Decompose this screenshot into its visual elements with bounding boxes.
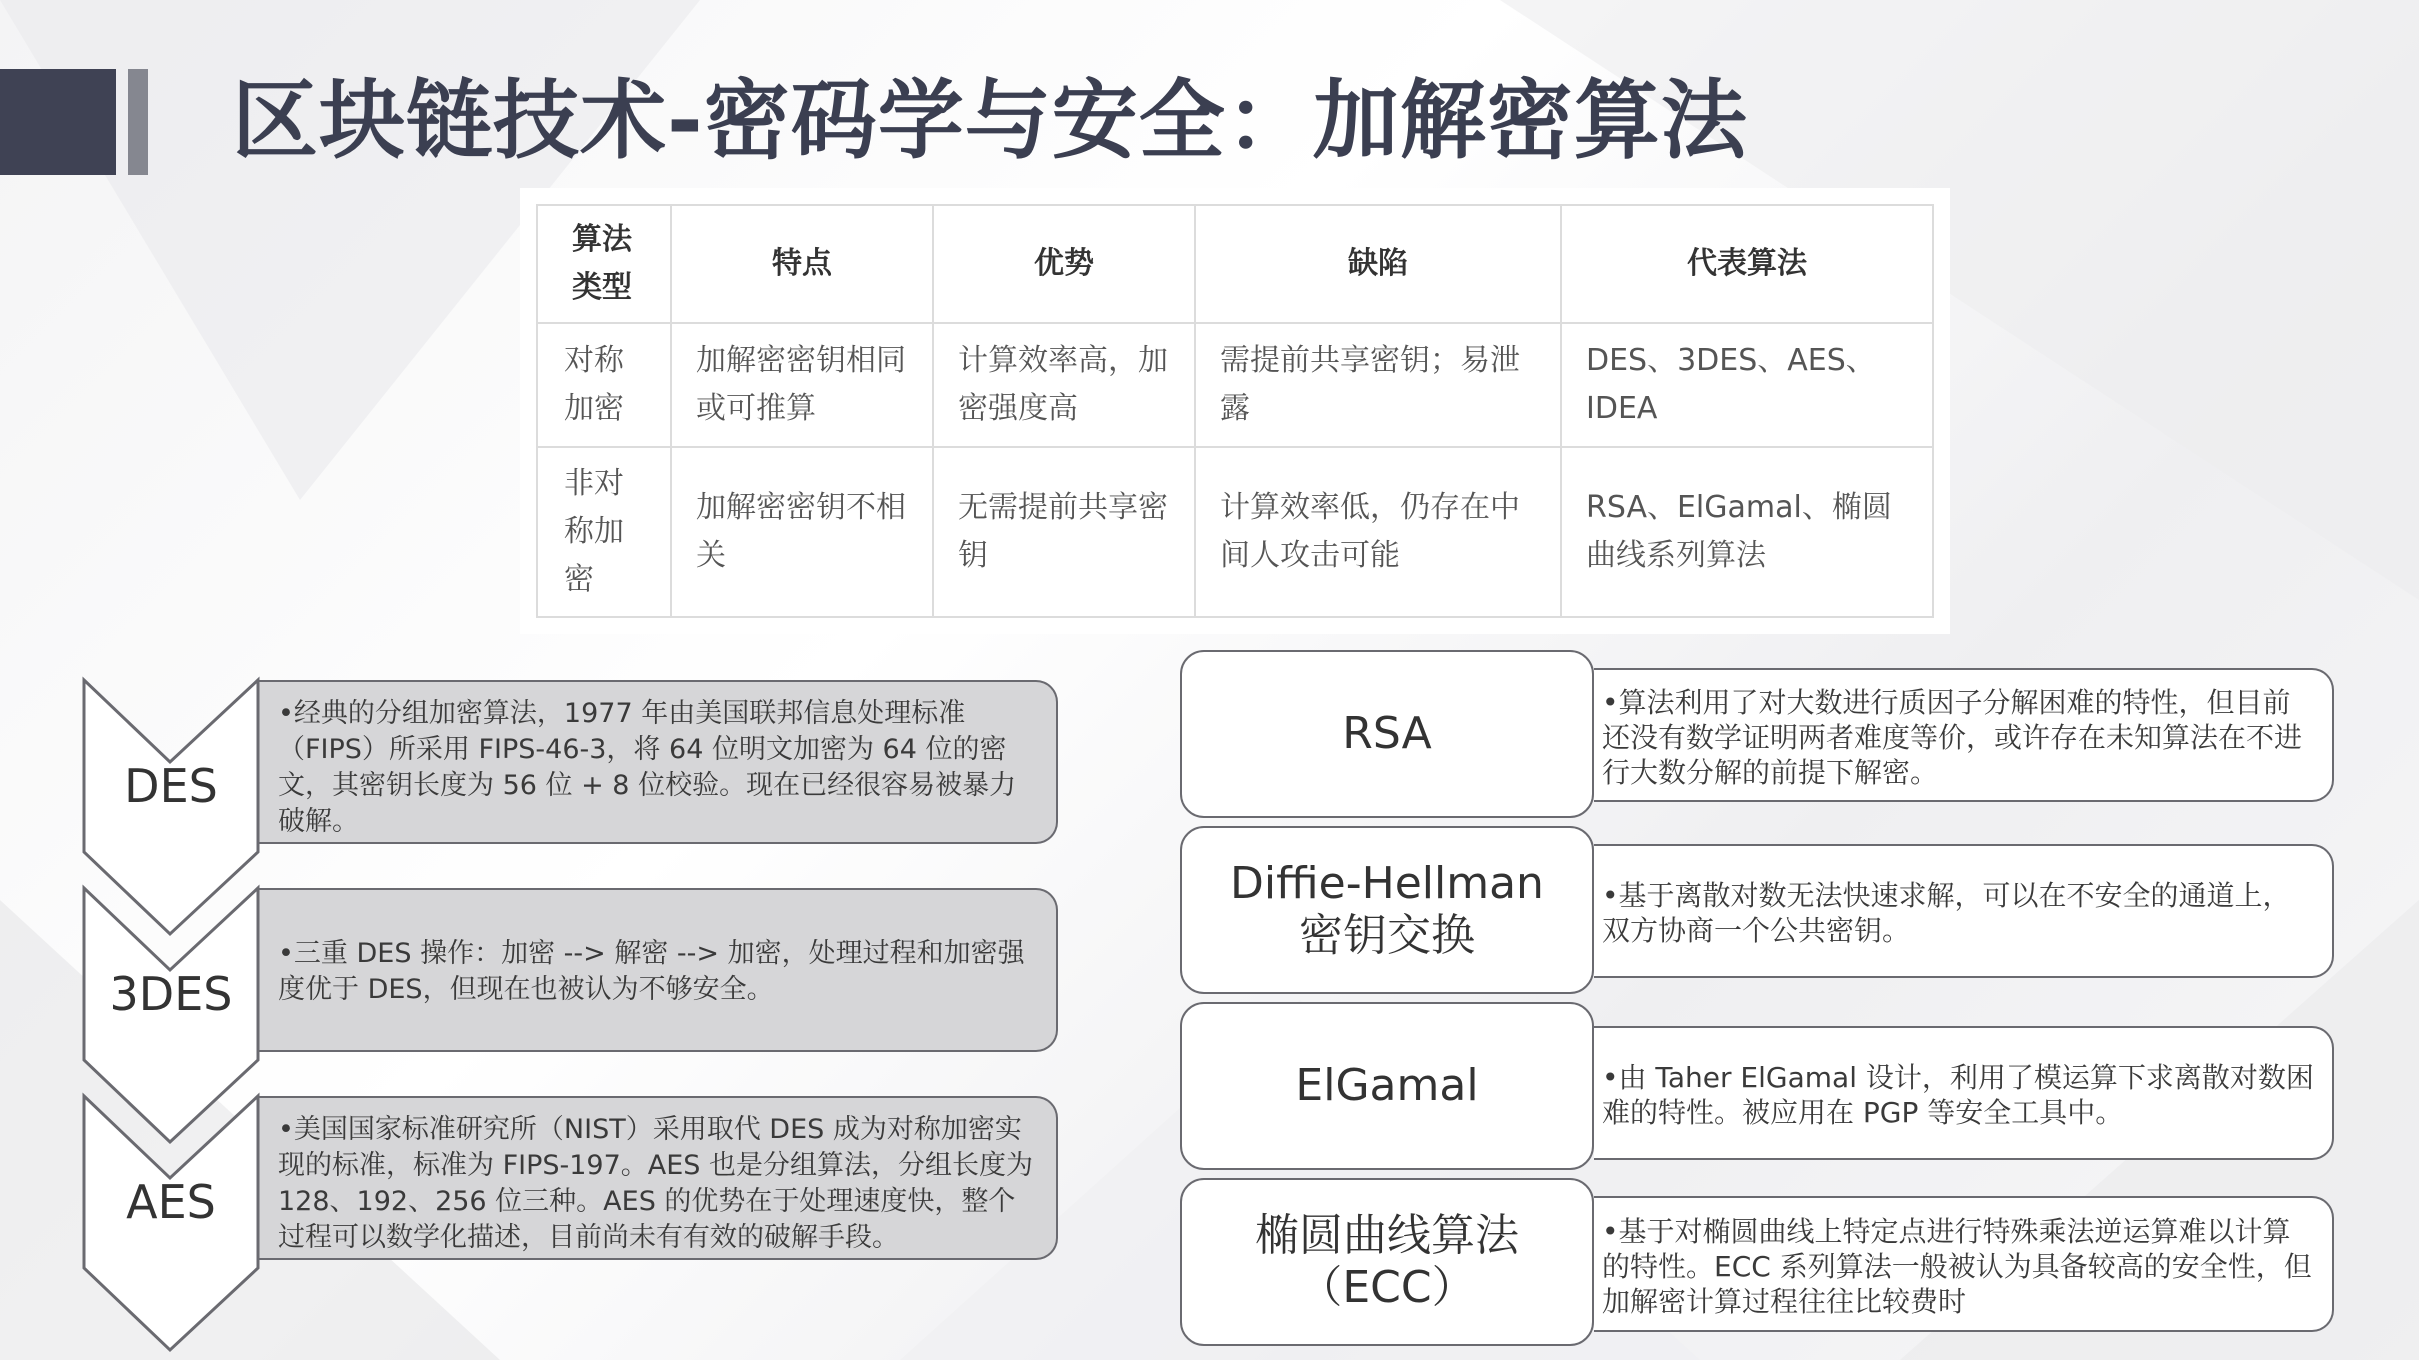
rsa-name-box — [1180, 650, 1594, 818]
aes-description: •美国国家标准研究所（NIST）采用取代 DES 成为对称加密实现的标准，标准为 FIPS-197。AES 也是分组算法，分组长度为 128、192、256 位三种。AES 的优势在于处理速度快，整个过程可以数学化描述，目前尚未有有效的破解手段。 — [278, 1114, 1034, 1253]
table-cell: RSA、ElGamal、椭圆曲线系列算法 — [1561, 447, 1933, 617]
table-header-cell: 缺陷 — [1195, 205, 1561, 323]
ecc-label: 椭圆曲线算法（ECC） — [1255, 1210, 1519, 1313]
elgamal-label: ElGamal — [1295, 1060, 1479, 1111]
3des-description: •三重 DES 操作：加密 --> 解密 --> 加密，处理过程和加密强度优于 DES，但现在也被认为不够安全。 — [278, 938, 1025, 1005]
table-header-cell: 算法类型 — [537, 205, 671, 323]
table-header-cell: 代表算法 — [1561, 205, 1933, 323]
dh-description: •基于离散对数无法快速求解，可以在不安全的通道上，双方协商一个公共密钥。 — [1602, 879, 2291, 947]
aes-chevron — [82, 1094, 260, 1354]
title-accent-block — [0, 69, 116, 175]
table-row — [537, 323, 1933, 447]
table-cell: 需提前共享密钥；易泄露 — [1195, 323, 1561, 447]
table-cell: DES、3DES、AES、IDEA — [1561, 323, 1933, 447]
title-accent-stripe — [128, 69, 148, 175]
des-description-box — [258, 680, 1058, 844]
rsa-description: •算法利用了对大数进行质因子分解困难的特性，但目前还没有数学证明两者难度等价，或许存在未知算法在不进行大数分解的前提下解密。 — [1602, 685, 2303, 789]
des-label: DES — [124, 759, 218, 813]
dh-name-box — [1180, 826, 1594, 994]
table-cell: 非对称加密 — [537, 447, 671, 617]
comparison-table — [536, 204, 1934, 618]
table-cell: 无需提前共享密钥 — [933, 447, 1195, 617]
elgamal-description: •由 Taher ElGamal 设计，利用了模运算下求离散对数困难的特性。被应用在 PGP 等安全工具中。 — [1602, 1061, 2314, 1129]
table-header-row — [537, 205, 1933, 323]
rsa-description-box — [1594, 668, 2334, 802]
dh-description-box — [1594, 844, 2334, 978]
elgamal-name-box — [1180, 1002, 1594, 1170]
ecc-name-box — [1180, 1178, 1594, 1346]
aes-description-box — [258, 1096, 1058, 1260]
ecc-description-box — [1594, 1196, 2334, 1332]
table-cell: 加解密密钥相同或可推算 — [671, 323, 933, 447]
ecc-description: •基于对椭圆曲线上特定点进行特殊乘法逆运算难以计算的特性。ECC 系列算法一般被认为具备较高的安全性，但加解密计算过程往往比较费时 — [1602, 1214, 2312, 1318]
table-cell: 计算效率高，加密强度高 — [933, 323, 1195, 447]
elgamal-description-box — [1594, 1026, 2334, 1160]
rsa-label: RSA — [1342, 708, 1432, 759]
table-cell: 对称加密 — [537, 323, 671, 447]
comparison-table-card — [520, 188, 1950, 634]
table-cell: 计算效率低，仍存在中间人攻击可能 — [1195, 447, 1561, 617]
dh-label: Diffie-Hellman 密钥交换 — [1230, 858, 1544, 961]
table-row — [537, 447, 1933, 617]
table-cell: 加解密密钥不相关 — [671, 447, 933, 617]
table-header-cell: 优势 — [933, 205, 1195, 323]
page-title: 区块链技术-密码学与安全：加解密算法 — [232, 71, 1748, 171]
3des-label: 3DES — [109, 967, 233, 1021]
aes-label: AES — [126, 1175, 216, 1229]
table-header-cell: 特点 — [671, 205, 933, 323]
3des-description-box — [258, 888, 1058, 1052]
des-description: •经典的分组加密算法，1977 年由美国联邦信息处理标准（FIPS）所采用 FIPS-46-3，将 64 位明文加密为 64 位的密文，其密钥长度为 56 位 + 8 位校验。现在已经很容易被暴力破解。 — [278, 698, 1017, 837]
